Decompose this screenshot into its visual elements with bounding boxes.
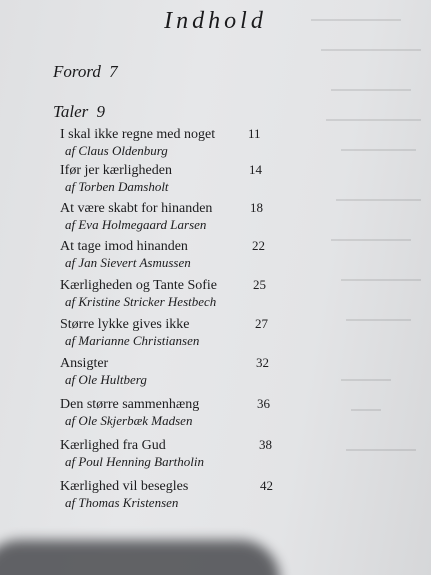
- entry-page: 36: [257, 396, 270, 411]
- entry-author: af Poul Henning Bartholin: [65, 454, 205, 469]
- entry-author: af Eva Holmegaard Larsen: [65, 217, 207, 232]
- toc-entry[interactable]: [60, 355, 290, 388]
- entry-page: 25: [253, 277, 266, 292]
- toc-entry[interactable]: [60, 162, 290, 195]
- entry-page: 27: [255, 316, 268, 331]
- photo-shadow: [0, 540, 280, 575]
- section-label: Forord: [53, 62, 101, 81]
- entry-title: Den større sammenhæng: [60, 397, 200, 412]
- entry-title: Kærlighed vil besegles: [60, 479, 189, 494]
- entry-page: 11: [248, 126, 261, 141]
- entry-title: Kærlighed fra Gud: [60, 438, 166, 453]
- entry-page: 42: [260, 478, 273, 493]
- toc-entry[interactable]: [60, 126, 290, 159]
- toc-heading: Indhold: [164, 8, 267, 34]
- entry-page: 18: [250, 200, 263, 215]
- toc-entry[interactable]: [60, 277, 290, 310]
- toc-entry[interactable]: [60, 478, 290, 511]
- section-label: Taler: [53, 102, 89, 121]
- entry-author: af Kristine Stricker Hestbech: [65, 294, 217, 309]
- entry-author: af Ole Hultberg: [65, 372, 147, 387]
- entry-title: Ansigter: [60, 356, 109, 371]
- entry-title: At tage imod hinanden: [60, 239, 188, 254]
- entry-author: af Jan Sievert Asmussen: [65, 255, 191, 270]
- toc-entry[interactable]: [60, 396, 290, 429]
- toc-entry[interactable]: [60, 316, 290, 349]
- section-page: 7: [109, 62, 118, 81]
- toc-entry[interactable]: [60, 200, 290, 233]
- toc-entry[interactable]: [60, 238, 290, 271]
- entry-title: Større lykke gives ikke: [60, 317, 190, 332]
- bleed-through-text: [271, 0, 431, 575]
- entry-author: af Claus Oldenburg: [65, 143, 168, 158]
- entry-page: 32: [256, 355, 269, 370]
- toc-entry[interactable]: [60, 437, 290, 470]
- section-page: 9: [96, 102, 106, 121]
- entry-title: Ifør jer kærligheden: [60, 163, 172, 178]
- entry-author: af Torben Damsholt: [65, 179, 169, 194]
- entry-author: af Marianne Christiansen: [65, 333, 200, 348]
- entry-author: af Thomas Kristensen: [65, 495, 179, 510]
- section-forord[interactable]: [53, 62, 118, 82]
- entry-title: At være skabt for hinanden: [60, 201, 213, 216]
- entry-page: 22: [252, 238, 265, 253]
- entry-page: 14: [249, 162, 262, 177]
- entry-author: af Ole Skjerbæk Madsen: [65, 413, 193, 428]
- entry-title: Kærligheden og Tante Sofie: [60, 278, 218, 293]
- entry-title: I skal ikke regne med noget: [60, 127, 216, 142]
- entry-page: 38: [259, 437, 272, 452]
- section-taler[interactable]: [53, 102, 105, 122]
